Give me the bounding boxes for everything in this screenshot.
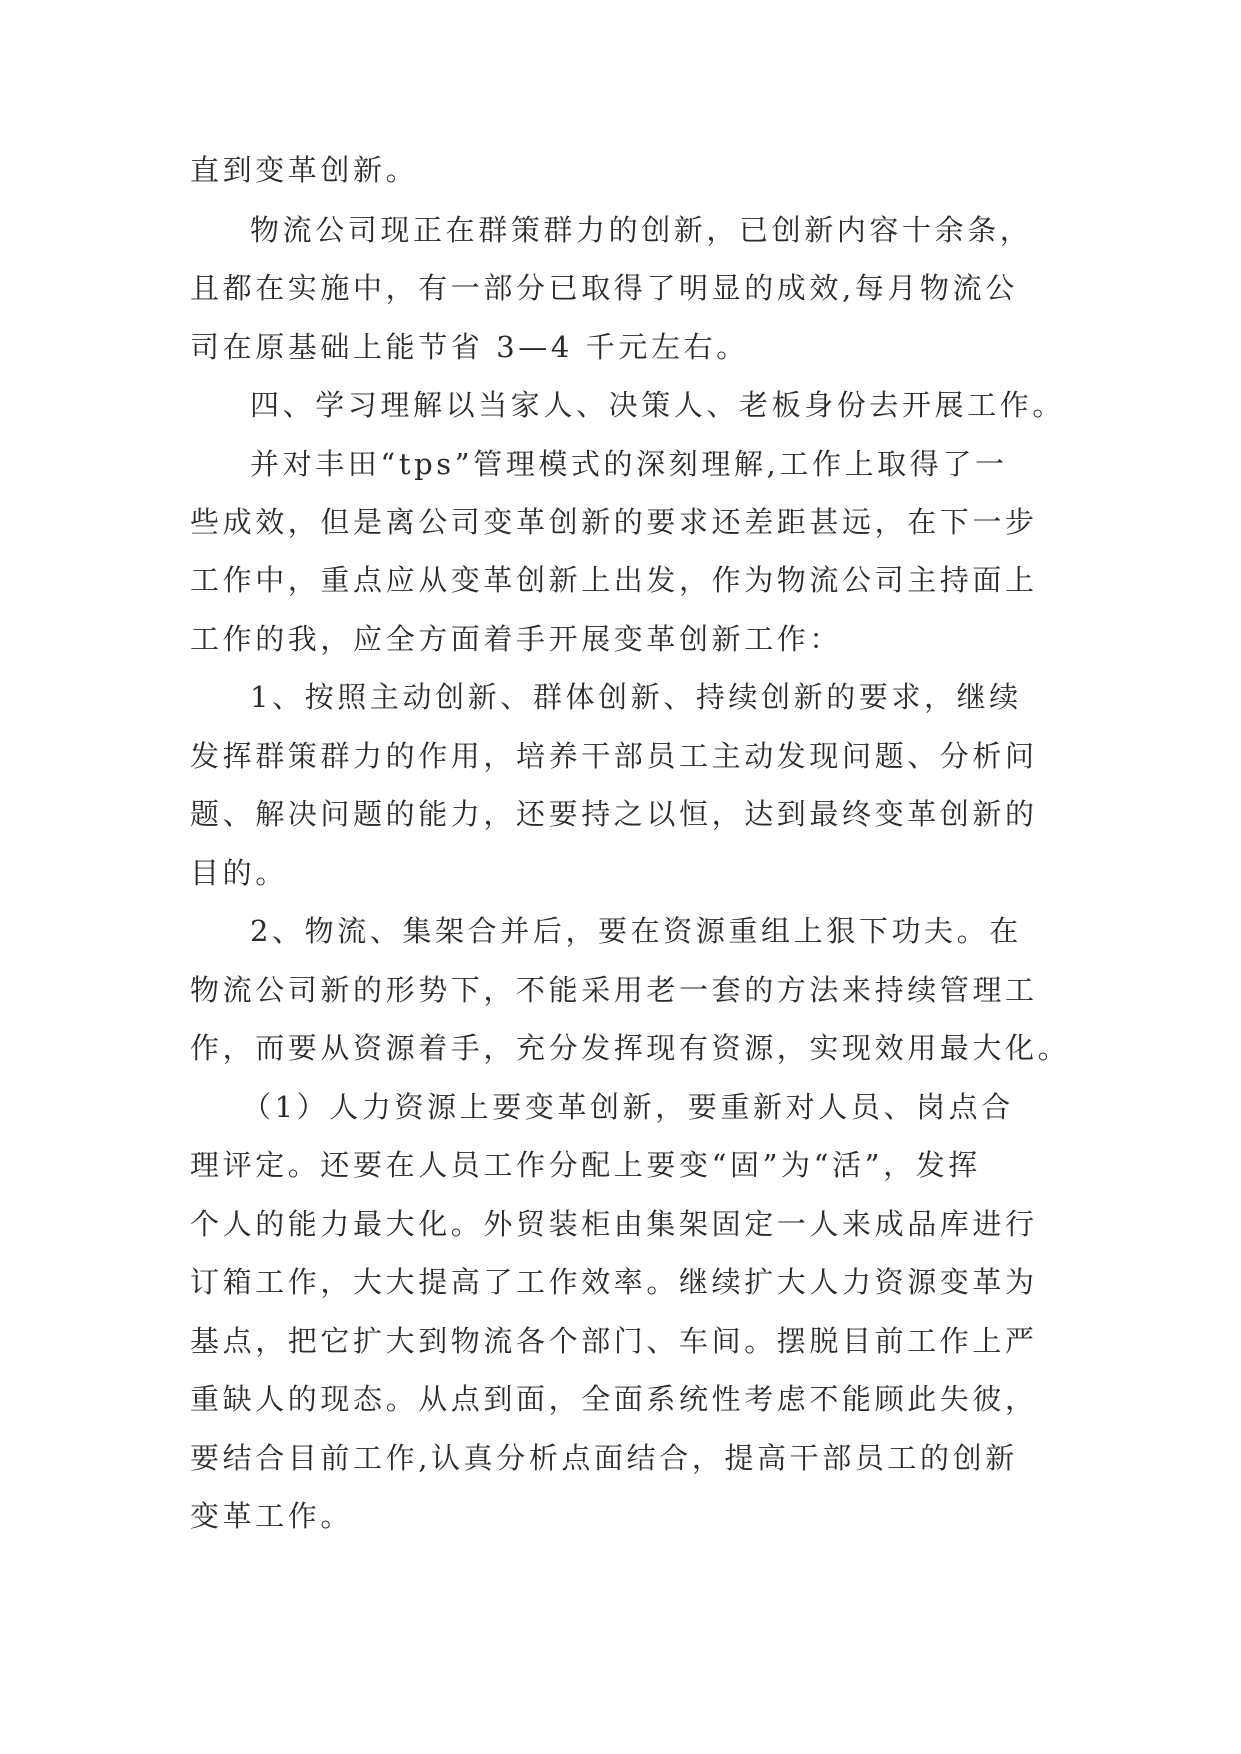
text-line: （1）人力资源上要变革创新，要重新对人员、岗点合	[242, 1090, 1014, 1124]
text-line: 题、解决问题的能力，还要持之以恒，达到最终变革创新的	[190, 797, 1038, 831]
text-line: 个人的能力最大化。外贸装柜由集架固定一人来成品库进行	[190, 1207, 1038, 1241]
text-line: 变革工作。	[190, 1499, 354, 1533]
text-line: 司在原基础上能节省 3—4 千元左右。	[190, 330, 749, 364]
text-line: 理评定。还要在人员工作分配上要变“固”为“活”，发挥	[190, 1148, 981, 1182]
text-line: 物流公司现正在群策群力的创新，已创新内容十余条，	[250, 213, 1033, 247]
text-line: 1、按照主动创新、群体创新、持续创新的要求，继续	[250, 680, 1022, 714]
text-line: 工作的我，应全方面着手开展变革创新工作：	[190, 622, 843, 656]
text-line: 重缺人的现态。从点到面，全面系统性考虑不能顾此失彼，	[190, 1382, 1038, 1416]
text-line: 且都在实施中，有一部分已取得了明显的成效,每月物流公	[190, 271, 1018, 305]
text-line: 工作中，重点应从变革创新上出发，作为物流公司主持面上	[190, 563, 1038, 597]
text-line: 并对丰田“tps”管理模式的深刻理解,工作上取得了一	[250, 447, 1008, 481]
text-line: 作，而要从资源着手，充分发挥现有资源，实现效用最大化。	[190, 1031, 1070, 1065]
text-line: 直到变革创新。	[190, 153, 419, 187]
text-line: 物流公司新的形势下，不能采用老一套的方法来持续管理工	[190, 973, 1038, 1007]
text-line: 要结合目前工作,认真分析点面结合，提高干部员工的创新	[190, 1441, 1018, 1475]
text-line: 四、学习理解以当家人、决策人、老板身份去开展工作。	[250, 388, 1066, 422]
text-line: 发挥群策群力的作用，培养干部员工主动发现问题、分析问	[190, 739, 1038, 773]
text-line: 些成效，但是离公司变革创新的要求还差距甚远，在下一步	[190, 505, 1038, 539]
text-line: 2、物流、集架合并后，要在资源重组上狠下功夫。在	[250, 914, 1022, 948]
text-line: 订箱工作，大大提高了工作效率。继续扩大人力资源变革为	[190, 1265, 1038, 1299]
text-line: 基点，把它扩大到物流各个部门、车间。摆脱目前工作上严	[190, 1324, 1038, 1358]
text-line: 目的。	[190, 856, 288, 890]
